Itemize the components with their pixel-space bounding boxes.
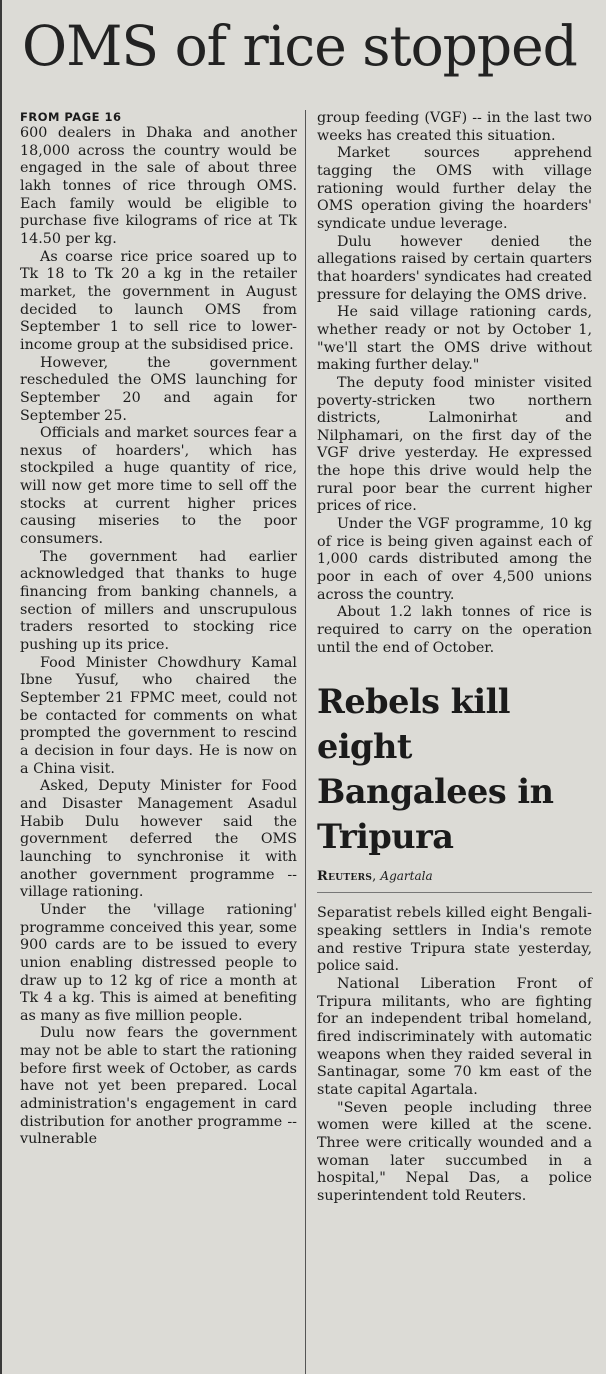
byline [317, 867, 592, 886]
article-paragraph: The government had earlier acknowledged that thanks to huge financing from banking channels, a section of millers and unscrupulous traders resorted to stocking rice pushing up its price. [20, 548, 297, 654]
article-paragraph: group feeding (VGF) -- in the last two weeks has created this situation. [317, 110, 592, 144]
article-paragraph: As coarse rice price soared up to Tk 18 to Tk 20 a kg in the retailer market, the government in August decided to launch OMS from September 1 to sell rice to lower-income group at the subsidised price. [20, 248, 297, 353]
article-paragraph: Separatist rebels killed eight Bengali-speaking settlers in India's remote and restive Tripura state yesterday, police said. [317, 905, 592, 975]
article-paragraph: 600 dealers in Dhaka and another 18,000 across the country would be engaged in the sale of about three lakh tonnes of rice through OMS. Each family would be eligible to purchase five kilograms of rice at Tk 14.50 per kg. [20, 125, 297, 247]
article-paragraph: Asked, Deputy Minister for Food and Disaster Management Asadul Habib Dulu however said the government deferred the OMS launching to synchronise it with another government programme -- village rationing. [20, 778, 297, 901]
byline-separator: , [372, 869, 381, 885]
byline-rule [317, 892, 592, 893]
article-paragraph: Under the 'village rationing' programme conceived this year, some 900 cards are to be issued to every union enabling distressed people to draw up to 12 kg of rice a month at Tk 4 a kg. This is aimed at benefiting as many as five million people. [20, 901, 297, 1024]
byline-dateline: Agartala [380, 869, 433, 884]
article-paragraph: National Liberation Front of Tripura militants, who are fighting for an independent tribal homeland, fired indiscriminately with automatic weapons when they raided several in Santinagar, some 70 km east of the state capital Agartala. [317, 975, 592, 1098]
article-paragraph: About 1.2 lakh tonnes of rice is required to carry on the operation until the end of October. [317, 604, 592, 656]
article-paragraph: However, the government rescheduled the OMS launching for September 20 and again for September 25. [20, 354, 297, 424]
main-headline: OMS of rice stopped [22, 14, 577, 78]
left-column [20, 110, 297, 1149]
column-divider-tail [305, 1366, 306, 1374]
article-paragraph: Dulu now fears the government may not be able to start the rationing before first week of October, as cards have not yet been prepared. Local administration's engagement in card distribution for another programme -- vulnerable [20, 1025, 297, 1148]
continued-from-label: FROM PAGE 16 [20, 110, 122, 124]
article-paragraph: Food Minister Chowdhury Kamal Ibne Yusuf, who chaired the September 21 FPMC meet, could not be contacted for comments on what prompted the government to rescind a decision in four days. He is now on a China visit. [20, 654, 297, 777]
article-paragraph: "Seven people including three women were killed at the scene. Three were critically wounded and a woman later succumbed in a hospital," Nepal Das, a police superintendent told Reuters. [317, 1099, 592, 1204]
article-paragraph: He said village rationing cards, whether ready or not by October 1, "we'll start the OMS drive without making further delay." [317, 304, 592, 374]
second-story-headline: Rebels kill eight Bangalees in Tripura [317, 682, 554, 857]
right-column [317, 110, 592, 1206]
article-paragraph: The deputy food minister visited poverty-stricken two northern districts, Lalmonirhat and Nilphamari, on the first day of the VGF drive yesterday. He expressed the hope this drive would help the rural poor bear the current higher prices of rice. [317, 374, 592, 515]
byline-agency: Reuters [317, 869, 373, 885]
article-paragraph: Under the VGF programme, 10 kg of rice is being given against each of 1,000 cards distributed among the poor in each of over 4,500 unions across the country. [317, 516, 592, 603]
column-divider [305, 110, 306, 1366]
article-paragraph: Market sources apprehend tagging the OMS with village rationing would further delay the OMS operation giving the hoarders' syndicate undue leverage. [317, 145, 592, 232]
article-paragraph: Officials and market sources fear a nexus of hoarders', which has stockpiled a huge quantity of rice, will now get more time to sell off the stocks at current higher prices causing miseries to the poor consumers. [20, 425, 297, 548]
article-paragraph: Dulu however denied the allegations raised by certain quarters that hoarders' syndicates had created pressure for delaying the OMS drive. [317, 233, 592, 303]
